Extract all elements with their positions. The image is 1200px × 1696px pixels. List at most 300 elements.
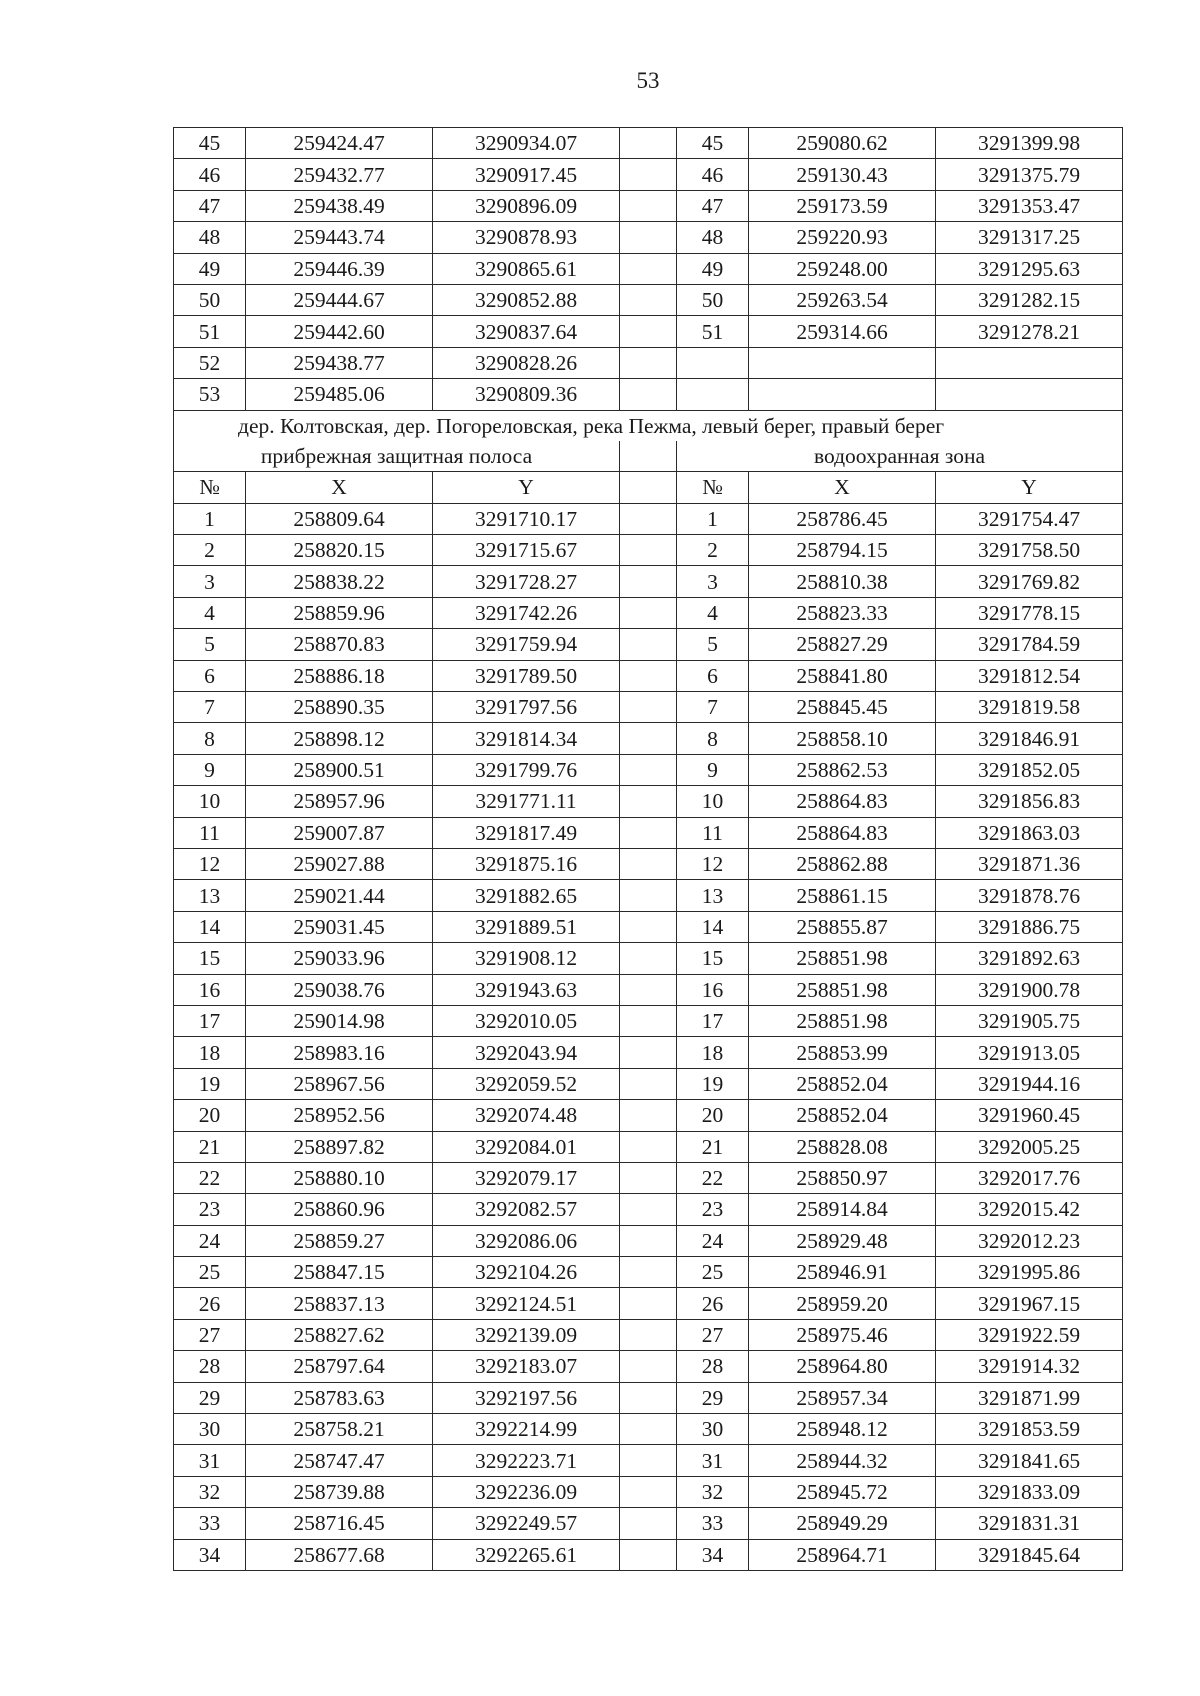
right-y-cell: 3291399.98	[936, 128, 1123, 159]
right-x-cell: 258945.72	[749, 1476, 936, 1507]
table-row	[174, 1414, 1123, 1445]
left-y-cell: 3291889.51	[433, 911, 620, 942]
table-row	[174, 974, 1123, 1005]
right-x-cell: 258823.33	[749, 597, 936, 628]
right-num-cell	[677, 347, 749, 378]
right-y-cell: 3291778.15	[936, 597, 1123, 628]
left-y-cell: 3292223.71	[433, 1445, 620, 1476]
left-num-cell: 20	[174, 1100, 246, 1131]
table-row	[174, 817, 1123, 848]
right-y-cell	[936, 379, 1123, 410]
table-row	[174, 692, 1123, 723]
left-x-cell: 259444.67	[246, 284, 433, 315]
right-y-cell: 3291913.05	[936, 1037, 1123, 1068]
right-y-header: Y	[936, 472, 1123, 503]
right-num-cell: 8	[677, 723, 749, 754]
table-row	[174, 1539, 1123, 1570]
right-x-cell: 258862.53	[749, 754, 936, 785]
left-x-cell: 259014.98	[246, 1005, 433, 1036]
left-num-cell: 48	[174, 222, 246, 253]
right-y-cell: 3291784.59	[936, 629, 1123, 660]
right-x-cell: 258946.91	[749, 1257, 936, 1288]
left-x-cell: 258860.96	[246, 1194, 433, 1225]
right-num-cell: 32	[677, 1476, 749, 1507]
left-y-cell: 3292010.05	[433, 1005, 620, 1036]
right-y-cell: 3291856.83	[936, 786, 1123, 817]
right-num-cell: 5	[677, 629, 749, 660]
gap-cell	[620, 1445, 677, 1476]
table-row	[174, 535, 1123, 566]
coordinates-table	[173, 127, 1123, 1571]
left-y-cell: 3291817.49	[433, 817, 620, 848]
left-y-cell: 3292197.56	[433, 1382, 620, 1413]
right-x-cell: 258864.83	[749, 817, 936, 848]
left-x-cell: 258898.12	[246, 723, 433, 754]
left-y-cell: 3292124.51	[433, 1288, 620, 1319]
left-x-cell: 258758.21	[246, 1414, 433, 1445]
right-x-cell: 258929.48	[749, 1225, 936, 1256]
table-row	[174, 566, 1123, 597]
left-x-cell: 258983.16	[246, 1037, 433, 1068]
right-y-cell: 3291831.31	[936, 1508, 1123, 1539]
right-y-cell: 3291886.75	[936, 911, 1123, 942]
gap-cell	[620, 786, 677, 817]
left-num-cell: 2	[174, 535, 246, 566]
left-y-cell: 3292236.09	[433, 1476, 620, 1507]
gap-cell	[620, 1414, 677, 1445]
table-row	[174, 284, 1123, 315]
right-y-cell: 3291878.76	[936, 880, 1123, 911]
left-num-cell: 9	[174, 754, 246, 785]
right-y-cell: 3291754.47	[936, 503, 1123, 534]
right-num-cell: 25	[677, 1257, 749, 1288]
gap-cell	[620, 692, 677, 723]
right-y-cell: 3291995.86	[936, 1257, 1123, 1288]
right-y-cell: 3291846.91	[936, 723, 1123, 754]
right-x-cell: 258852.04	[749, 1068, 936, 1099]
right-num-cell: 7	[677, 692, 749, 723]
right-x-cell: 258948.12	[749, 1414, 936, 1445]
left-x-cell: 259033.96	[246, 943, 433, 974]
right-num-cell: 31	[677, 1445, 749, 1476]
right-x-header: X	[749, 472, 936, 503]
gap-cell	[620, 159, 677, 190]
gap-cell	[620, 347, 677, 378]
table-row	[174, 880, 1123, 911]
left-y-cell: 3290837.64	[433, 316, 620, 347]
right-x-cell: 258864.83	[749, 786, 936, 817]
left-num-cell: 27	[174, 1319, 246, 1350]
gap-cell	[620, 911, 677, 942]
right-num-cell: 50	[677, 284, 749, 315]
right-num-cell: 11	[677, 817, 749, 848]
right-y-cell: 3291892.63	[936, 943, 1123, 974]
left-num-cell: 21	[174, 1131, 246, 1162]
gap-cell	[620, 1225, 677, 1256]
right-y-cell: 3291278.21	[936, 316, 1123, 347]
left-num-cell: 23	[174, 1194, 246, 1225]
right-x-cell: 258827.29	[749, 629, 936, 660]
left-y-cell: 3290934.07	[433, 128, 620, 159]
gap-cell	[620, 974, 677, 1005]
table-row	[174, 754, 1123, 785]
left-num-cell: 26	[174, 1288, 246, 1319]
left-y-cell: 3290896.09	[433, 190, 620, 221]
left-x-cell: 259438.49	[246, 190, 433, 221]
left-x-cell: 259446.39	[246, 253, 433, 284]
right-num-cell: 1	[677, 503, 749, 534]
left-x-cell: 259443.74	[246, 222, 433, 253]
bottom-section	[174, 503, 1123, 1570]
gap-cell	[620, 535, 677, 566]
left-y-cell: 3292059.52	[433, 1068, 620, 1099]
left-x-cell: 258838.22	[246, 566, 433, 597]
left-num-cell: 12	[174, 848, 246, 879]
right-x-cell	[749, 379, 936, 410]
right-num-cell: 46	[677, 159, 749, 190]
right-x-cell: 258855.87	[749, 911, 936, 942]
right-x-cell: 258845.45	[749, 692, 936, 723]
table-row	[174, 503, 1123, 534]
table-row	[174, 1162, 1123, 1193]
top-section	[174, 128, 1123, 411]
left-y-cell: 3292249.57	[433, 1508, 620, 1539]
left-num-cell: 52	[174, 347, 246, 378]
gap-cell	[620, 1539, 677, 1570]
table-row	[174, 1194, 1123, 1225]
gap-cell	[620, 943, 677, 974]
right-y-cell: 3292017.76	[936, 1162, 1123, 1193]
right-x-cell: 258964.71	[749, 1539, 936, 1570]
gap-cell	[620, 1162, 677, 1193]
left-x-cell: 258900.51	[246, 754, 433, 785]
right-num-cell: 30	[677, 1414, 749, 1445]
left-y-cell: 3291728.27	[433, 566, 620, 597]
right-num-cell: 10	[677, 786, 749, 817]
left-num-cell: 16	[174, 974, 246, 1005]
left-num-cell: 8	[174, 723, 246, 754]
right-x-cell: 259173.59	[749, 190, 936, 221]
right-y-cell: 3291841.65	[936, 1445, 1123, 1476]
gap-cell	[620, 1288, 677, 1319]
right-y-cell: 3292005.25	[936, 1131, 1123, 1162]
right-num-cell: 24	[677, 1225, 749, 1256]
left-y-cell: 3291943.63	[433, 974, 620, 1005]
left-num-cell: 25	[174, 1257, 246, 1288]
right-num-cell: 27	[677, 1319, 749, 1350]
left-num-cell: 18	[174, 1037, 246, 1068]
gap-cell	[620, 190, 677, 221]
left-num-cell: 31	[174, 1445, 246, 1476]
left-x-cell: 258820.15	[246, 535, 433, 566]
right-y-cell	[936, 347, 1123, 378]
gap-cell	[620, 723, 677, 754]
left-num-cell: 50	[174, 284, 246, 315]
left-y-cell: 3291908.12	[433, 943, 620, 974]
right-x-cell: 258858.10	[749, 723, 936, 754]
right-x-cell: 258852.04	[749, 1100, 936, 1131]
left-num-cell: 28	[174, 1351, 246, 1382]
right-y-cell: 3291845.64	[936, 1539, 1123, 1570]
table-row	[174, 1476, 1123, 1507]
left-num-cell: 14	[174, 911, 246, 942]
gap-cell	[620, 1257, 677, 1288]
left-x-header: X	[246, 472, 433, 503]
right-x-cell: 259263.54	[749, 284, 936, 315]
left-x-cell: 259031.45	[246, 911, 433, 942]
right-num-cell: 51	[677, 316, 749, 347]
right-num-cell: 49	[677, 253, 749, 284]
table-row	[174, 190, 1123, 221]
left-num-cell: 51	[174, 316, 246, 347]
right-y-cell: 3291812.54	[936, 660, 1123, 691]
right-x-cell: 258959.20	[749, 1288, 936, 1319]
left-x-cell: 258827.62	[246, 1319, 433, 1350]
left-y-cell: 3292043.94	[433, 1037, 620, 1068]
right-num-cell: 48	[677, 222, 749, 253]
right-x-cell: 259080.62	[749, 128, 936, 159]
left-x-cell: 258967.56	[246, 1068, 433, 1099]
table-row	[174, 159, 1123, 190]
right-x-cell: 258861.15	[749, 880, 936, 911]
right-num-cell: 17	[677, 1005, 749, 1036]
left-y-cell: 3291710.17	[433, 503, 620, 534]
right-x-cell: 258914.84	[749, 1194, 936, 1225]
table-row	[174, 1257, 1123, 1288]
left-x-cell: 259438.77	[246, 347, 433, 378]
left-num-cell: 33	[174, 1508, 246, 1539]
table-row	[174, 316, 1123, 347]
left-x-cell: 259432.77	[246, 159, 433, 190]
right-num-cell: 47	[677, 190, 749, 221]
right-x-cell: 258851.98	[749, 974, 936, 1005]
left-x-cell: 258747.47	[246, 1445, 433, 1476]
right-y-cell: 3292012.23	[936, 1225, 1123, 1256]
right-y-cell: 3291819.58	[936, 692, 1123, 723]
table-row	[174, 1068, 1123, 1099]
gap-cell	[620, 1068, 677, 1099]
table-row	[174, 660, 1123, 691]
right-x-cell: 259248.00	[749, 253, 936, 284]
right-num-cell: 23	[677, 1194, 749, 1225]
table-row	[174, 1288, 1123, 1319]
gap-cell	[620, 1508, 677, 1539]
left-y-cell: 3292104.26	[433, 1257, 620, 1288]
right-x-cell: 258944.32	[749, 1445, 936, 1476]
right-x-cell: 258794.15	[749, 535, 936, 566]
left-num-cell: 19	[174, 1068, 246, 1099]
left-y-cell: 3292079.17	[433, 1162, 620, 1193]
right-y-cell: 3291905.75	[936, 1005, 1123, 1036]
right-y-cell: 3291317.25	[936, 222, 1123, 253]
left-num-cell: 22	[174, 1162, 246, 1193]
left-y-cell: 3290828.26	[433, 347, 620, 378]
left-x-cell: 258739.88	[246, 1476, 433, 1507]
left-x-cell: 259485.06	[246, 379, 433, 410]
right-y-cell: 3291852.05	[936, 754, 1123, 785]
gap-cell	[620, 316, 677, 347]
table-row	[174, 347, 1123, 378]
left-num-cell: 10	[174, 786, 246, 817]
right-y-cell: 3291282.15	[936, 284, 1123, 315]
table-row	[174, 1037, 1123, 1068]
left-y-cell: 3291759.94	[433, 629, 620, 660]
left-x-cell: 258880.10	[246, 1162, 433, 1193]
left-x-cell: 258837.13	[246, 1288, 433, 1319]
left-num-cell: 47	[174, 190, 246, 221]
table-row	[174, 253, 1123, 284]
right-x-cell: 258853.99	[749, 1037, 936, 1068]
table-row	[174, 786, 1123, 817]
table-row	[174, 911, 1123, 942]
left-x-cell: 258890.35	[246, 692, 433, 723]
left-num-cell: 46	[174, 159, 246, 190]
left-x-cell: 258886.18	[246, 660, 433, 691]
left-y-cell: 3291789.50	[433, 660, 620, 691]
right-num-cell: 26	[677, 1288, 749, 1319]
left-x-cell: 258870.83	[246, 629, 433, 660]
right-x-cell: 258957.34	[749, 1382, 936, 1413]
table-row	[174, 629, 1123, 660]
table-row	[174, 1508, 1123, 1539]
right-y-cell: 3291375.79	[936, 159, 1123, 190]
left-num-cell: 4	[174, 597, 246, 628]
right-x-cell: 258786.45	[749, 503, 936, 534]
gap-cell	[620, 1476, 677, 1507]
right-x-cell: 258975.46	[749, 1319, 936, 1350]
right-y-cell: 3291914.32	[936, 1351, 1123, 1382]
table-row	[174, 1100, 1123, 1131]
left-x-cell: 259442.60	[246, 316, 433, 347]
left-x-cell: 258783.63	[246, 1382, 433, 1413]
table-row	[174, 848, 1123, 879]
left-x-cell: 259007.87	[246, 817, 433, 848]
right-num-cell: 13	[677, 880, 749, 911]
gap-cell	[620, 222, 677, 253]
table-row	[174, 723, 1123, 754]
left-y-cell: 3291771.11	[433, 786, 620, 817]
right-num-cell: 34	[677, 1539, 749, 1570]
left-num-cell: 11	[174, 817, 246, 848]
gap-cell	[620, 1382, 677, 1413]
left-y-header: Y	[433, 472, 620, 503]
table-row	[174, 222, 1123, 253]
right-y-cell: 3291295.63	[936, 253, 1123, 284]
right-num-cell: 15	[677, 943, 749, 974]
table-row	[174, 379, 1123, 410]
left-num-header: №	[174, 472, 246, 503]
right-y-cell: 3291758.50	[936, 535, 1123, 566]
left-subtitle: прибрежная защитная полоса	[174, 441, 620, 472]
left-y-cell: 3292082.57	[433, 1194, 620, 1225]
left-y-cell: 3292086.06	[433, 1225, 620, 1256]
gap-cell	[620, 848, 677, 879]
gap-cell	[620, 253, 677, 284]
right-y-cell: 3291944.16	[936, 1068, 1123, 1099]
left-y-cell: 3291797.56	[433, 692, 620, 723]
right-x-cell	[749, 347, 936, 378]
left-y-cell: 3291814.34	[433, 723, 620, 754]
right-y-cell: 3291769.82	[936, 566, 1123, 597]
gap-cell	[620, 1005, 677, 1036]
right-y-cell: 3291833.09	[936, 1476, 1123, 1507]
left-x-cell: 258716.45	[246, 1508, 433, 1539]
right-x-cell: 258949.29	[749, 1508, 936, 1539]
right-x-cell: 258964.80	[749, 1351, 936, 1382]
gap-cell	[620, 1319, 677, 1350]
left-num-cell: 49	[174, 253, 246, 284]
left-y-cell: 3291882.65	[433, 880, 620, 911]
left-num-cell: 6	[174, 660, 246, 691]
left-y-cell: 3290809.36	[433, 379, 620, 410]
right-x-cell: 258851.98	[749, 1005, 936, 1036]
right-x-cell: 258862.88	[749, 848, 936, 879]
left-num-cell: 15	[174, 943, 246, 974]
left-x-cell: 259021.44	[246, 880, 433, 911]
left-x-cell: 258859.96	[246, 597, 433, 628]
gap-cell	[620, 1351, 677, 1382]
table-row	[174, 943, 1123, 974]
left-x-cell: 259424.47	[246, 128, 433, 159]
right-num-cell: 18	[677, 1037, 749, 1068]
right-x-cell: 258850.97	[749, 1162, 936, 1193]
right-x-cell: 258828.08	[749, 1131, 936, 1162]
table-row	[174, 128, 1123, 159]
right-num-cell: 4	[677, 597, 749, 628]
right-y-cell: 3292015.42	[936, 1194, 1123, 1225]
table-row	[174, 1382, 1123, 1413]
gap-cell	[620, 629, 677, 660]
left-y-cell: 3292084.01	[433, 1131, 620, 1162]
left-num-cell: 5	[174, 629, 246, 660]
right-x-cell: 259130.43	[749, 159, 936, 190]
gap-cell	[620, 597, 677, 628]
right-y-cell: 3291871.99	[936, 1382, 1123, 1413]
left-y-cell: 3290865.61	[433, 253, 620, 284]
table-row	[174, 1319, 1123, 1350]
right-num-cell: 16	[677, 974, 749, 1005]
right-num-cell: 33	[677, 1508, 749, 1539]
left-num-cell: 32	[174, 1476, 246, 1507]
section-title: дер. Колтовская, дер. Погореловская, река Пежма, левый берег, правый берег	[174, 410, 1123, 441]
gap-cell	[620, 128, 677, 159]
right-num-cell	[677, 379, 749, 410]
gap-cell	[620, 1194, 677, 1225]
left-y-cell: 3292265.61	[433, 1539, 620, 1570]
right-y-cell: 3291871.36	[936, 848, 1123, 879]
left-y-cell: 3292074.48	[433, 1100, 620, 1131]
left-num-cell: 24	[174, 1225, 246, 1256]
left-x-cell: 258897.82	[246, 1131, 433, 1162]
right-x-cell: 259220.93	[749, 222, 936, 253]
gap-cell	[620, 1131, 677, 1162]
gap-cell	[620, 754, 677, 785]
right-num-cell: 9	[677, 754, 749, 785]
right-num-cell: 6	[677, 660, 749, 691]
right-num-cell: 12	[677, 848, 749, 879]
right-num-cell: 45	[677, 128, 749, 159]
left-x-cell: 258859.27	[246, 1225, 433, 1256]
right-num-header: №	[677, 472, 749, 503]
right-x-cell: 259314.66	[749, 316, 936, 347]
left-num-cell: 53	[174, 379, 246, 410]
right-y-cell: 3291900.78	[936, 974, 1123, 1005]
right-y-cell: 3291967.15	[936, 1288, 1123, 1319]
left-x-cell: 259038.76	[246, 974, 433, 1005]
right-y-cell: 3291960.45	[936, 1100, 1123, 1131]
gap-cell	[620, 284, 677, 315]
gap-cell	[620, 379, 677, 410]
